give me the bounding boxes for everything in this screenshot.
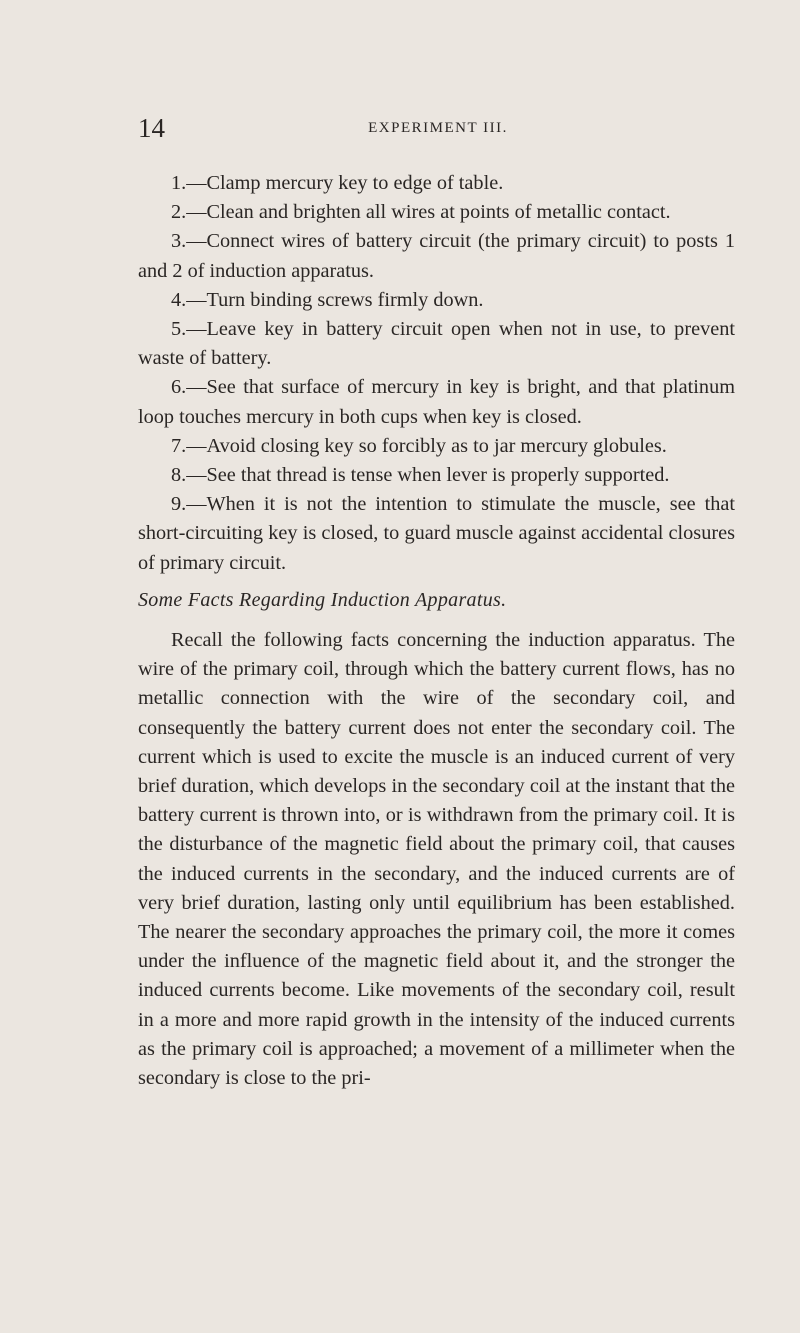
- page-body: [138, 169, 735, 1093]
- direction-item-3: 3.—Connect wires of battery circuit (the primary circuit) to posts 1 and 2 of induction apparatus.: [138, 230, 735, 282]
- direction-item-6: 6.—See that surface of mercury in key is bright, and that platinum loop touches mercury in both cups when key is closed.: [138, 376, 735, 428]
- page-header: [138, 112, 738, 144]
- direction-item-2: 2.—Clean and brighten all wires at points of metallic contact.: [171, 201, 671, 224]
- section-title: Some Facts Regarding Induction Apparatus.: [138, 588, 507, 611]
- running-title: EXPERIMENT III.: [368, 120, 508, 136]
- direction-item-1: 1.—Clamp mercury key to edge of table.: [171, 172, 504, 194]
- direction-item-8: 8.—See that thread is tense when lever is properly supported.: [171, 464, 670, 487]
- direction-item-7: 7.—Avoid closing key so forcibly as to jar mercury globules.: [171, 434, 667, 457]
- direction-item-5: 5.—Leave key in battery circuit open when not in use, to prevent waste of battery.: [138, 318, 735, 370]
- page-number: 14: [138, 113, 165, 143]
- section-body-paragraph: Recall the following facts concerning the induction apparatus. The wire of the primary coil, through which the battery current flows, has no metallic connection with the wire of the secondary coil, and consequently the battery current does not enter the secondary coil. The current which is used to excite the muscle is an induced current of very brief duration, which develops in the secondary coil at the instant that the battery current is thrown into, or is withdrawn from the primary coil. It is the disturbance of the magnetic field about the primary coil, that causes the induced currents in the secondary, and the induced currents are of very brief duration, lasting only until equilibrium has been established. The nearer the secondary approaches the primary coil, the more it comes under the influence of the magnetic field about it, and the stronger the induced currents become. Like movements of the secondary coil, result in a more and more rapid growth in the intensity of the induced currents as the primary coil is approached; a movement of a millimeter when the secondary is close to the pri-: [138, 629, 735, 1090]
- direction-item-4: 4.—Turn binding screws firmly down.: [171, 288, 484, 311]
- direction-item-9: 9.—When it is not the intention to stimulate the muscle, see that short-circuiting key is closed, to guard muscle against accidental closures of primary circuit.: [138, 493, 735, 574]
